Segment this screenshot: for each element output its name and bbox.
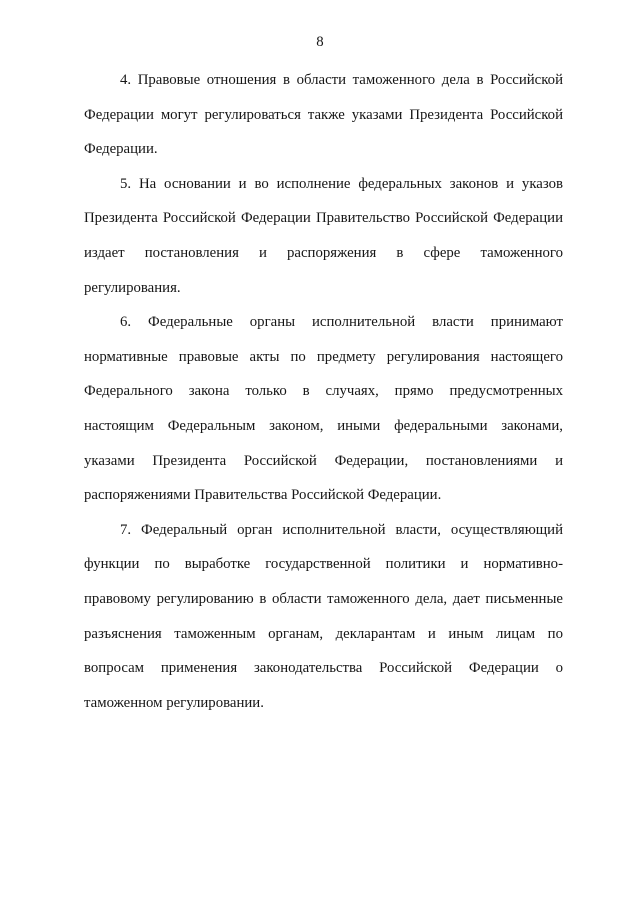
text-line: 7. Федеральный орган исполнительной власти, осуществляющий bbox=[120, 521, 563, 538]
text-line: 4. Правовые отношения в области таможенного дела в Российской bbox=[120, 72, 563, 88]
text-line: 6. Федеральные органы исполнительной власти принимают bbox=[120, 314, 563, 331]
page-number: 8 bbox=[316, 34, 324, 50]
text-line: разъяснения таможенным органам, декларантам и иным лицам по bbox=[84, 625, 563, 642]
text-line: Федерации. bbox=[84, 141, 158, 158]
text-line: Федерации могут регулироваться также указами Президента Российской bbox=[84, 106, 563, 123]
text-line: указами Президента Российской Федерации, постановлениями и bbox=[84, 452, 563, 469]
text-line: правовому регулированию в области таможенного дела, дает письменные bbox=[84, 590, 563, 607]
paragraph bbox=[84, 305, 563, 513]
text-line: настоящим Федеральным законом, иными федеральными законами, bbox=[84, 417, 563, 434]
text-line: нормативные правовые акты по предмету регулирования настоящего bbox=[84, 348, 563, 365]
text-line: 5. На основании и во исполнение федеральных законов и указов bbox=[120, 175, 563, 192]
text-line: Федерального закона только в случаях, прямо предусмотренных bbox=[84, 383, 563, 400]
text-line: вопросам применения законодательства Российской Федерации о bbox=[84, 660, 563, 677]
paragraph bbox=[84, 167, 563, 305]
text-line: регулирования. bbox=[84, 279, 181, 296]
text-line: распоряжениями Правительства Российской Федерации. bbox=[84, 487, 442, 504]
text-line: издает постановления и распоряжения в сфере таможенного bbox=[84, 244, 563, 261]
text-line: Президента Российской Федерации Правительство Российской Федерации bbox=[84, 210, 563, 227]
document-body bbox=[84, 63, 563, 720]
text-line: таможенном регулировании. bbox=[84, 694, 264, 711]
paragraph bbox=[84, 513, 563, 721]
paragraph bbox=[84, 63, 563, 167]
text-line: функции по выработке государственной политики и нормативно- bbox=[84, 556, 563, 573]
